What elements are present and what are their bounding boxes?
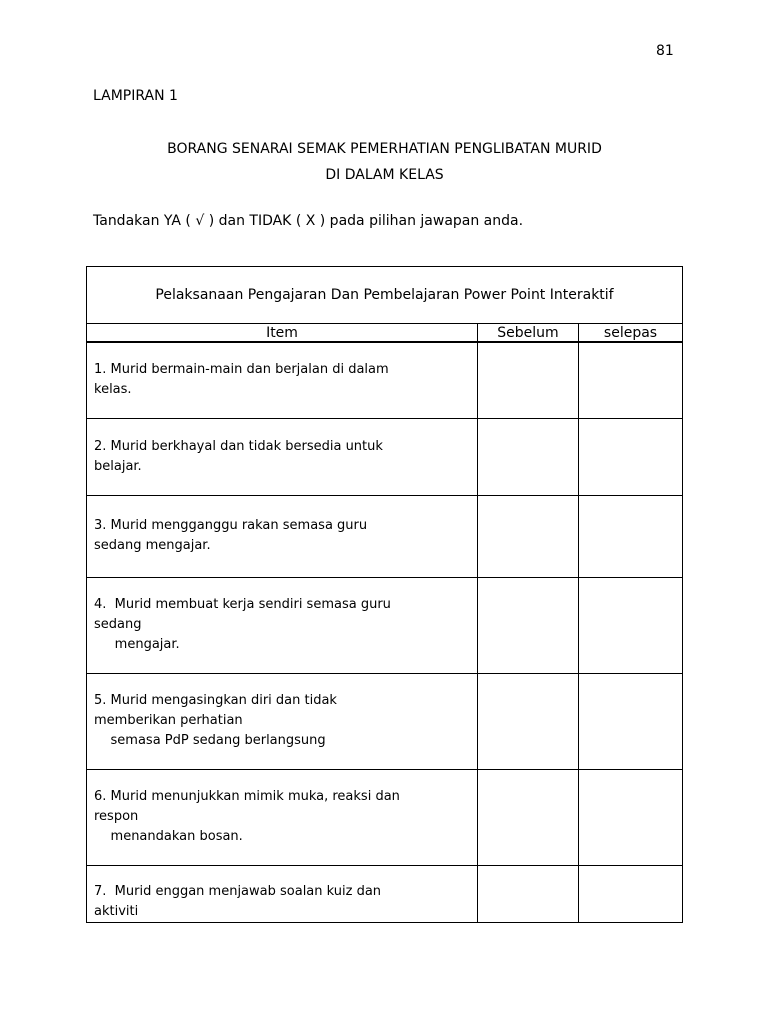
selepas-checkbox-cell[interactable] (579, 673, 683, 769)
item-text-line: mengajar. (94, 637, 180, 652)
selepas-checkbox-cell[interactable] (579, 865, 683, 922)
item-cell (87, 673, 478, 769)
selepas-checkbox-cell[interactable] (579, 577, 683, 673)
item-text-line: aktiviti (94, 903, 139, 919)
column-header-sebelum: Sebelum (478, 324, 579, 343)
item-text-line: respon (94, 809, 139, 824)
item-text-line: 1. Murid bermain-main dan berjalan di dalam (94, 362, 389, 378)
table-header-row (87, 324, 683, 343)
sebelum-checkbox-cell[interactable] (478, 769, 579, 865)
item-text-line: 7. Murid enggan menjawab soalan kuiz dan (94, 883, 382, 899)
table-row (87, 342, 683, 418)
sebelum-checkbox-cell[interactable] (478, 673, 579, 769)
item-text-line: 5. Murid mengasingkan diri dan tidak (94, 693, 337, 708)
form-title-line-2: DI DALAM KELAS (325, 167, 444, 183)
table-caption-row (87, 267, 683, 324)
table-caption: Pelaksanaan Pengajaran Dan Pembelajaran Power Point Interaktif (87, 267, 683, 324)
item-text-line: kelas. (94, 382, 132, 398)
sebelum-checkbox-cell[interactable] (478, 495, 579, 577)
item-cell (87, 769, 478, 865)
item-cell (87, 342, 478, 418)
form-title (93, 136, 676, 188)
selepas-checkbox-cell[interactable] (579, 418, 683, 495)
table-row (87, 769, 683, 865)
column-header-selepas: selepas (579, 324, 683, 343)
item-text-line: 3. Murid mengganggu rakan semasa guru (94, 518, 368, 533)
item-text-line: 2. Murid berkhayal dan tidak bersedia untuk (94, 438, 383, 454)
table-row (87, 418, 683, 495)
item-cell (87, 495, 478, 577)
selepas-checkbox-cell[interactable] (579, 769, 683, 865)
sebelum-checkbox-cell[interactable] (478, 342, 579, 418)
item-text-line: belajar. (94, 458, 142, 474)
instruction-text: Tandakan YA ( √ ) dan TIDAK ( X ) pada pilihan jawapan anda. (93, 213, 524, 229)
item-text-line: sedang mengajar. (94, 538, 211, 553)
table-row (87, 865, 683, 922)
item-cell (87, 865, 478, 922)
sebelum-checkbox-cell[interactable] (478, 418, 579, 495)
item-text-line: menandakan bosan. (94, 829, 243, 844)
page-number: 81 (656, 43, 674, 59)
item-text-line: semasa PdP sedang berlangsung (94, 733, 326, 748)
item-cell (87, 577, 478, 673)
selepas-checkbox-cell[interactable] (579, 342, 683, 418)
table-row (87, 577, 683, 673)
table-row (87, 495, 683, 577)
sebelum-checkbox-cell[interactable] (478, 577, 579, 673)
column-header-item: Item (87, 324, 478, 343)
selepas-checkbox-cell[interactable] (579, 495, 683, 577)
item-text-line: memberikan perhatian (94, 713, 243, 728)
sebelum-checkbox-cell[interactable] (478, 865, 579, 922)
item-text-line: 6. Murid menunjukkan mimik muka, reaksi dan (94, 789, 400, 804)
item-cell (87, 418, 478, 495)
checklist-table (86, 266, 683, 923)
form-title-line-1: BORANG SENARAI SEMAK PEMERHATIAN PENGLIBATAN MURID (167, 141, 602, 157)
item-text-line: 4. Murid membuat kerja sendiri semasa guru (94, 597, 391, 612)
appendix-label: LAMPIRAN 1 (93, 88, 178, 104)
item-text-line: sedang (94, 617, 142, 632)
table-row (87, 673, 683, 769)
